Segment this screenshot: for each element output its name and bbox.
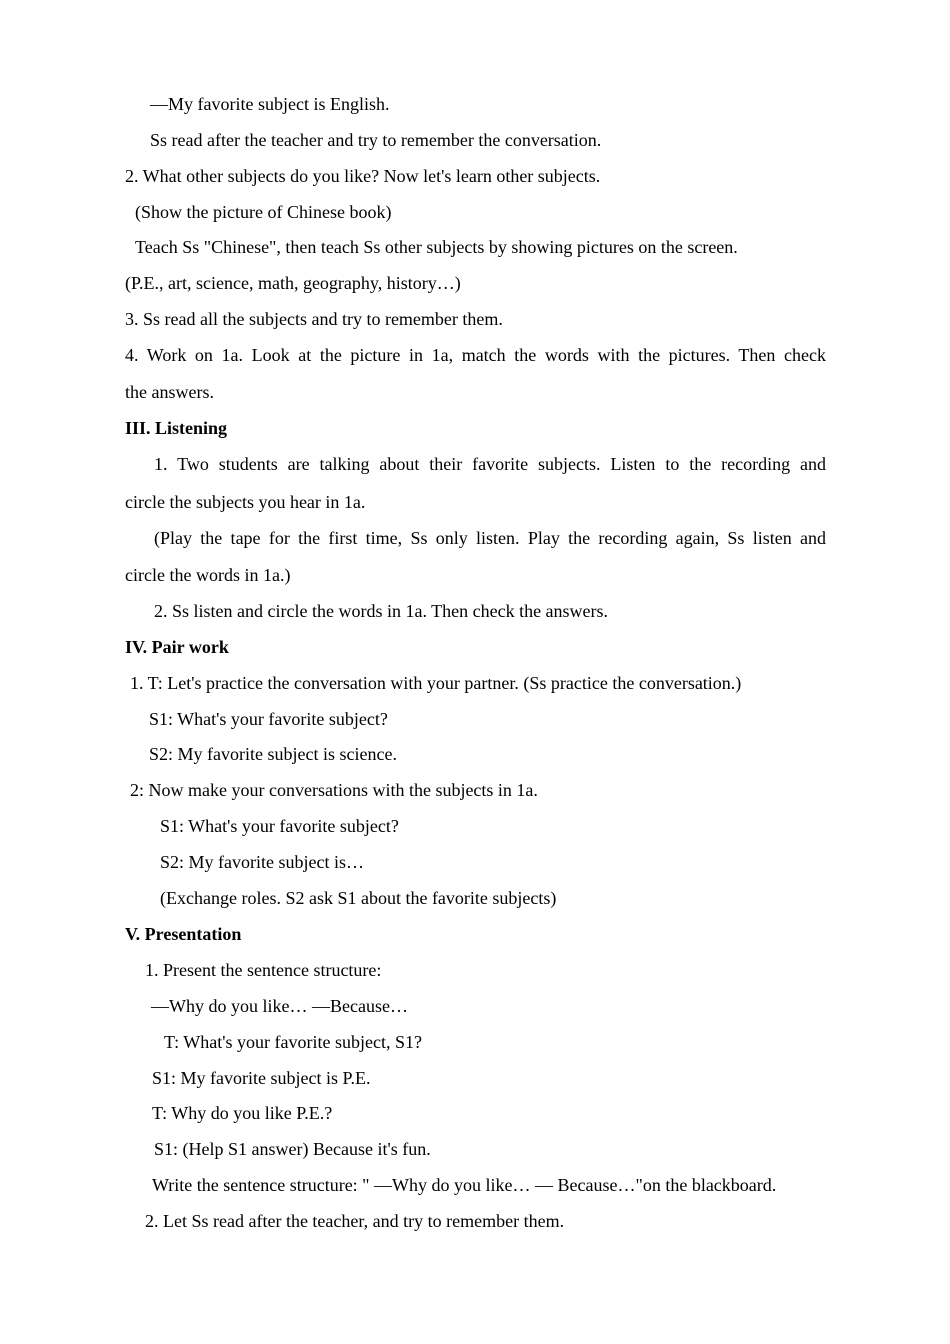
text-line: (P.E., art, science, math, geography, history…) xyxy=(125,273,461,293)
text-line: Teach Ss "Chinese", then teach Ss other subjects by showing pictures on the screen. xyxy=(135,237,738,257)
text-line: circle the subjects you hear in 1a. xyxy=(125,492,366,512)
text-line: T: Why do you like P.E.? xyxy=(152,1103,333,1123)
text-line: 2. What other subjects do you like? Now let's learn other subjects. xyxy=(125,166,601,186)
text-line: Ss read after the teacher and try to remember the conversation. xyxy=(150,130,602,150)
text-line: circle the words in 1a.) xyxy=(125,565,291,585)
text-line: S1: What's your favorite subject? xyxy=(160,816,399,836)
text-line: 1. Two students are talking about their favorite subjects. Listen to the recording and xyxy=(154,454,826,474)
text-line: 3. Ss read all the subjects and try to remember them. xyxy=(125,309,503,329)
text-line: (Play the tape for the first time, Ss only listen. Play the recording again, Ss listen and xyxy=(154,528,826,548)
text-line: (Exchange roles. S2 ask S1 about the favorite subjects) xyxy=(160,888,557,908)
text-line: 2. Let Ss read after the teacher, and try to remember them. xyxy=(145,1211,565,1231)
text-line: —My favorite subject is English. xyxy=(150,94,390,114)
text-line: 2: Now make your conversations with the subjects in 1a. xyxy=(130,780,538,800)
text-line: S2: My favorite subject is… xyxy=(160,852,364,872)
text-line: S1: My favorite subject is P.E. xyxy=(152,1068,371,1088)
text-line: (Show the picture of Chinese book) xyxy=(135,202,392,222)
section-heading-presentation: V. Presentation xyxy=(125,924,242,944)
section-heading-pair-work: IV. Pair work xyxy=(125,637,229,657)
text-line: 1. Present the sentence structure: xyxy=(145,960,382,980)
text-line: 1. T: Let's practice the conversation with your partner. (Ss practice the conversation.) xyxy=(130,673,742,693)
text-line: T: What's your favorite subject, S1? xyxy=(164,1032,422,1052)
section-heading-listening: III. Listening xyxy=(125,418,228,438)
text-line: S1: (Help S1 answer) Because it's fun. xyxy=(154,1139,431,1159)
text-line: Write the sentence structure: " —Why do you like… — Because…"on the blackboard. xyxy=(152,1175,777,1195)
text-line: 2. Ss listen and circle the words in 1a. Then check the answers. xyxy=(154,601,609,621)
text-line: 4. Work on 1a. Look at the picture in 1a, match the words with the pictures. Then check xyxy=(125,345,826,365)
text-line: —Why do you like… —Because… xyxy=(151,996,408,1016)
text-line: S2: My favorite subject is science. xyxy=(149,744,397,764)
text-line: S1: What's your favorite subject? xyxy=(149,709,388,729)
text-line: the answers. xyxy=(125,382,214,402)
